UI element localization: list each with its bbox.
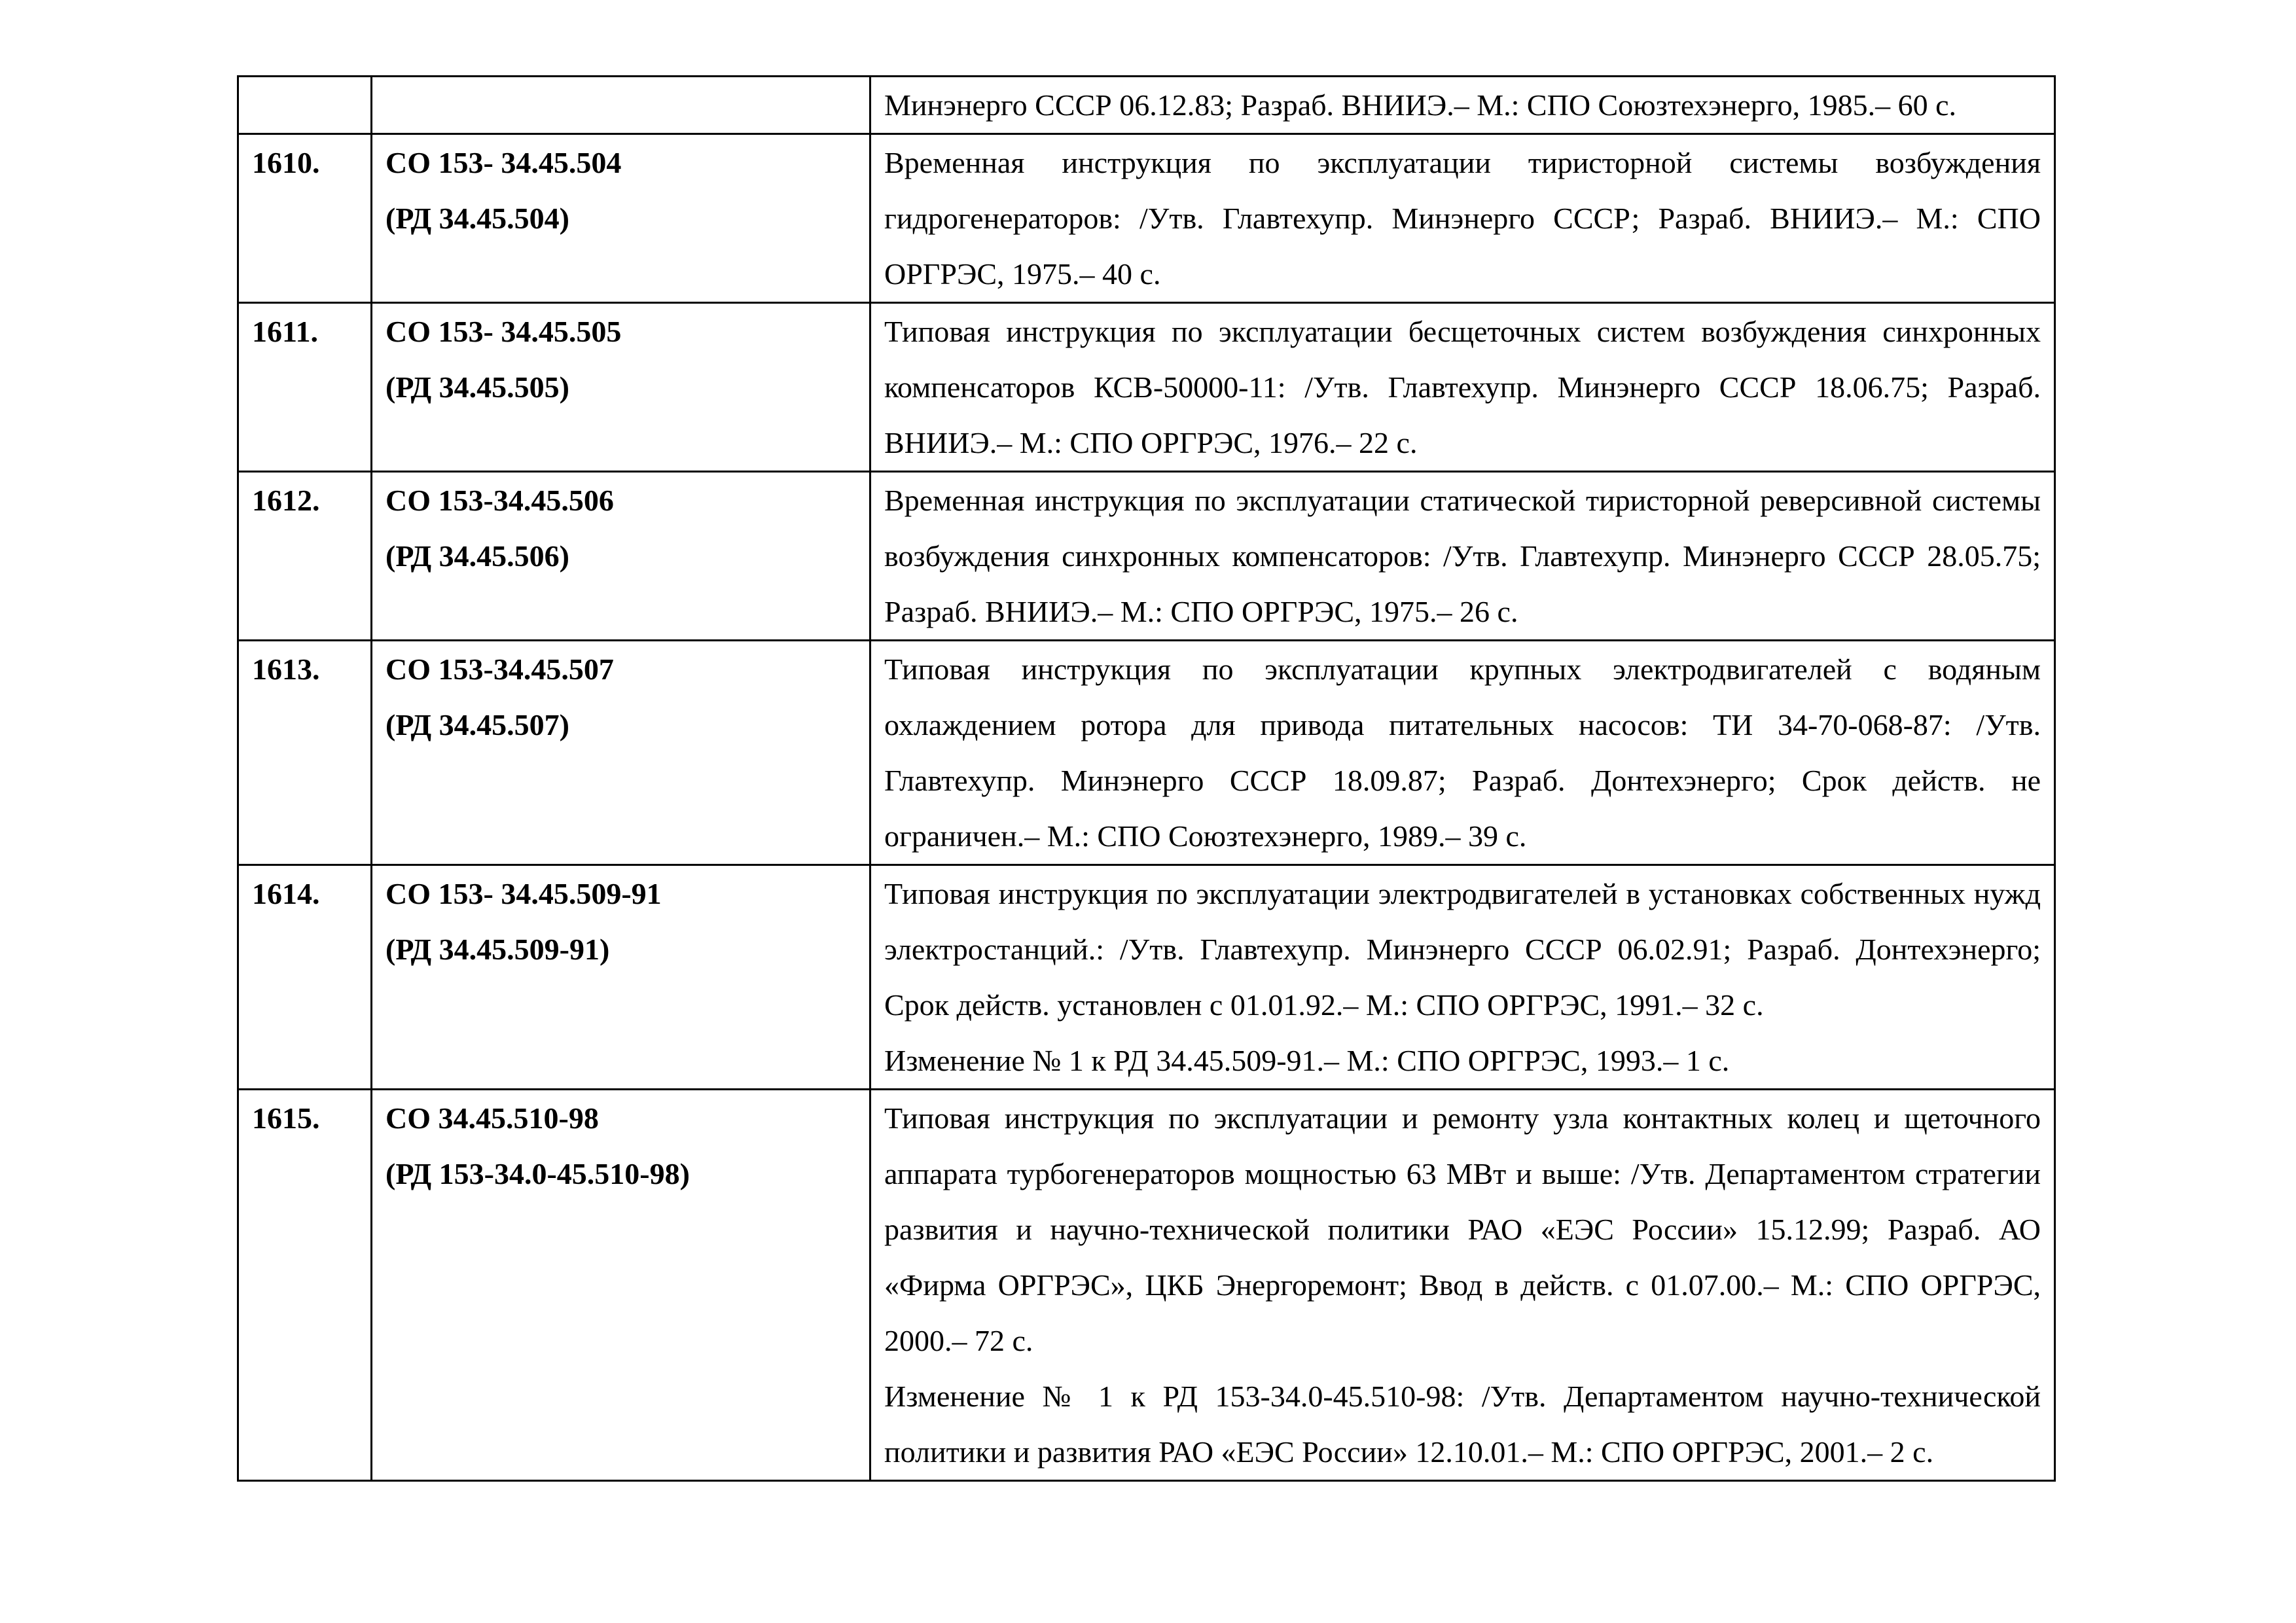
entry-code-primary: СО 34.45.510-98 [386, 1101, 599, 1135]
entry-code [372, 1090, 870, 1481]
entry-code [372, 641, 870, 865]
entry-description-text: Временная инструкция по эксплуатации тиристорной системы возбуждения гидрогенераторов: /Утв. Главтехупр. Минэнерго СССР; Разраб. ВНИИЭ.– М.: СПО ОРГРЭС, 1975.– 40 с. [884, 146, 2041, 291]
entry-code-primary: СО 153-34.45.506 [386, 484, 614, 517]
entry-code-primary: СО 153- 34.45.505 [386, 315, 622, 348]
entry-number: 1612. [238, 472, 372, 641]
entry-description-text: Минэнерго СССР 06.12.83; Разраб. ВНИИЭ.– М.: СПО Союзтехэнерго, 1985.– 60 с. [884, 88, 1956, 122]
entry-description [870, 641, 2055, 865]
entry-description [870, 1090, 2055, 1481]
entry-description-text: Типовая инструкция по эксплуатации крупных электродвигателей с водяным охлаждением ротора для привода питательных насосов: ТИ 34-70-068-87: /Утв. Главтехупр. Минэнерго СССР 18.09.87; Разраб. Донтехэнерго; Срок действ. не ограничен.– М.: СПО Союзтехэнерго, 1989.– 39 с. [884, 652, 2041, 853]
table-row [238, 865, 2055, 1090]
entry-description-text: Типовая инструкция по эксплуатации электродвигателей в установках собственных нужд электростанций.: /Утв. Главтехупр. Минэнерго СССР 06.02.91; Разраб. Донтехэнерго; Срок действ. установлен с 01.01.92.– М.: СПО ОРГРЭС, 1991.– 32 с. [884, 877, 2041, 1022]
entry-description [870, 472, 2055, 641]
entry-code-legacy: (РД 34.45.505) [386, 370, 569, 404]
table-row [238, 77, 2055, 134]
entry-code [372, 472, 870, 641]
entry-amendment-text: Изменение № 1 к РД 34.45.509-91.– М.: СПО ОРГРЭС, 1993.– 1 с. [884, 1044, 1730, 1077]
entry-code-legacy: (РД 34.45.504) [386, 202, 569, 235]
entry-code [372, 134, 870, 303]
entry-code-legacy: (РД 34.45.507) [386, 708, 569, 741]
entry-code [372, 303, 870, 472]
table-row [238, 472, 2055, 641]
entry-description [870, 77, 2055, 134]
table-row [238, 303, 2055, 472]
entry-description [870, 134, 2055, 303]
entry-description-text: Временная инструкция по эксплуатации статической тиристорной реверсивной системы возбуждения синхронных компенсаторов: /Утв. Главтехупр. Минэнерго СССР 28.05.75; Разраб. ВНИИЭ.– М.: СПО ОРГРЭС, 1975.– 26 с. [884, 484, 2041, 628]
entry-number: 1610. [238, 134, 372, 303]
entry-code-legacy: (РД 34.45.506) [386, 539, 569, 573]
entry-number: 1611. [238, 303, 372, 472]
entry-code-legacy: (РД 34.45.509-91) [386, 933, 610, 966]
entry-number [238, 77, 372, 134]
entry-description-text: Типовая инструкция по эксплуатации и ремонту узла контактных колец и щеточного аппарата турбогенераторов мощностью 63 МВт и выше: /Утв. Департаментом стратегии развития и научно-технической политики РАО «ЕЭС России» 15.12.99; Разраб. АО «Фирма ОРГРЭС», ЦКБ Энергоремонт; Ввод в действ. с 01.07.00.– М.: СПО ОРГРЭС, 2000.– 72 с. [884, 1101, 2041, 1357]
table-row [238, 134, 2055, 303]
entry-code-primary: СО 153-34.45.507 [386, 652, 614, 686]
entry-description [870, 865, 2055, 1090]
entry-description-text: Типовая инструкция по эксплуатации бесщеточных систем возбуждения синхронных компенсаторов КСВ-50000-11: /Утв. Главтехупр. Минэнерго СССР 18.06.75; Разраб. ВНИИЭ.– М.: СПО ОРГРЭС, 1976.– 22 с. [884, 315, 2041, 459]
entry-code [372, 77, 870, 134]
table-row [238, 1090, 2055, 1481]
entry-number: 1613. [238, 641, 372, 865]
standards-table [237, 75, 2056, 1482]
table-row [238, 641, 2055, 865]
entry-code-legacy: (РД 153-34.0-45.510-98) [386, 1157, 690, 1190]
entry-number: 1614. [238, 865, 372, 1090]
entry-code-primary: СО 153- 34.45.509-91 [386, 877, 662, 910]
entry-code-primary: СО 153- 34.45.504 [386, 146, 622, 179]
entry-code [372, 865, 870, 1090]
entry-number: 1615. [238, 1090, 372, 1481]
entry-amendment-text: Изменение № 1 к РД 153-34.0-45.510-98: /Утв. Департаментом научно-технической политики и развития РАО «ЕЭС России» 12.10.01.– М.: СПО ОРГРЭС, 2001.– 2 с. [884, 1380, 2041, 1469]
entry-description [870, 303, 2055, 472]
